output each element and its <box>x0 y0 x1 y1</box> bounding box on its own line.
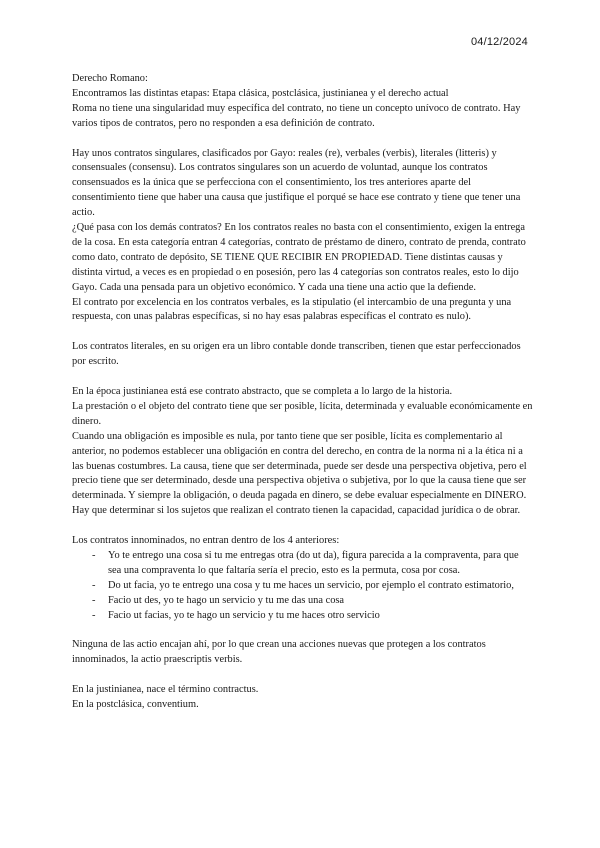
list-item <box>72 549 534 579</box>
document-body <box>72 72 534 713</box>
paragraph: Hay que determinar si los sujetos que realizan el contrato tienen la capacidad, capacidad jurídica o de obrar. <box>72 505 521 517</box>
actio-section <box>72 638 534 668</box>
paragraph: Ninguna de las actio encajan ahí, por lo que crean una acciones nuevas que protegen a los contratos innominados, la actio praescriptis verbis. <box>72 639 486 666</box>
list-item <box>72 594 534 609</box>
list-item-text: Facio ut des, yo te hago un servicio y tu me das una cosa <box>108 594 345 606</box>
spacer <box>72 370 534 385</box>
paragraph: En la postclásica, conventium. <box>72 698 199 710</box>
heading-paragraph: Derecho Romano: <box>72 73 148 84</box>
paragraph: En la época justinianea está ese contrato abstracto, que se completa a lo largo de la historia. <box>72 385 453 397</box>
list-item-text: Do ut facia, yo te entrego una cosa y tu me haces un servicio, por ejemplo el contrato estimatorio, <box>108 579 514 591</box>
list-marker: - <box>92 549 96 561</box>
terminology-section <box>72 683 534 713</box>
innominados-section <box>72 534 534 623</box>
paragraph: La prestación o el objeto del contrato tiene que ser posible, lícita, determinada y evaluable económicamente en dinero. <box>72 400 533 427</box>
spacer <box>72 519 534 534</box>
spacer <box>72 623 534 638</box>
paragraph: Los contratos innominados, no entran dentro de los 4 anteriores: <box>72 535 340 547</box>
document-date: 04/12/2024 <box>470 36 528 48</box>
spacer <box>72 325 534 340</box>
spacer <box>72 132 534 147</box>
list-marker: - <box>92 579 96 591</box>
paragraph: Hay unos contratos singulares, clasificados por Gayo: reales (re), verbales (verbis), literales (litteris) y consensuales (consensu). Los contratos singulares son un acuerdo de voluntad, aunque los contratos consensuados es la única que se perfecciona con el consentimiento, los tres anteriores aparte del consentimiento tiene que haber una causa que justifique el porqué se hace ese contrato y tiene que tener una actio. <box>72 147 521 219</box>
literales-section <box>72 340 534 370</box>
list-item <box>72 609 534 624</box>
gayo-section <box>72 147 534 326</box>
paragraph: Encontramos las distintas etapas: Etapa clásica, postclásica, justinianea y el derecho actual <box>72 87 449 99</box>
list-item <box>72 579 534 594</box>
paragraph: ¿Qué pasa con los demás contratos? En los contratos reales no basta con el consentimiento, exigen la entrega de la cosa. En esta categoría entran 4 categorías, contrato de préstamo de dinero, contrato de prenda, contrato como dato, contrato de depósito, SE TIENE QUE RECIBIR EN PROPIEDAD. Tiene distintas causas y distinta virtud, a veces es en propiedad o en posesión, pero las 4 categorías son contratos reales, esto lo dijo Gayo. Cada una pensada para un objetivo económico. Y cada una tiene una actio que la defiende. <box>72 222 526 293</box>
paragraph: Cuando una obligación es imposible es nula, por tanto tiene que ser posible, lícita es complementario al anterior, no podemos establecer una obligación en contra del derecho, en contra de la norma ni a la ética ni a las buenas costumbres. La causa, tiene que ser determinada, puede ser desde una perspectiva objetiva, pero el precio tiene que ser determinado, desde una perspectiva objetiva o subjetiva, por lo que la causa tiene que ser determinada. Y siempre la obligación, o deuda pagada en dinero, se debe evaluar especialmente en DINERO. <box>72 430 527 502</box>
innominados-list <box>72 549 534 624</box>
paragraph: Roma no tiene una singularidad muy específica del contrato, no tiene un concepto unívoco de contrato. Hay varios tipos de contratos, pero no responden a esa definición de contrato. <box>72 102 521 129</box>
list-item-text: Facio ut facias, yo te hago un servicio y tu me haces otro servicio <box>108 609 380 621</box>
justinianea-section <box>72 385 534 519</box>
spacer <box>72 668 534 683</box>
paragraph: En la justinianea, nace el término contractus. <box>72 684 259 696</box>
paragraph: El contrato por excelencia en los contratos verbales, es la stipulatio (el intercambio de una pregunta y una respuesta, con unas palabras específicas, si no hay esas palabras específicas el contrato es nulo). <box>72 296 512 323</box>
intro-section <box>72 72 534 132</box>
list-marker: - <box>92 609 96 621</box>
paragraph: Los contratos literales, en su origen era un libro contable donde transcriben, tienen que estar perfeccionados por escrito. <box>72 341 521 368</box>
list-marker: - <box>92 594 96 606</box>
list-item-text: Yo te entrego una cosa si tu me entregas otra (do ut da), figura parecida a la compraventa, para que sea una compraventa lo que faltaría sería el precio, esto es la permuta, cosa por cosa. <box>108 549 519 576</box>
